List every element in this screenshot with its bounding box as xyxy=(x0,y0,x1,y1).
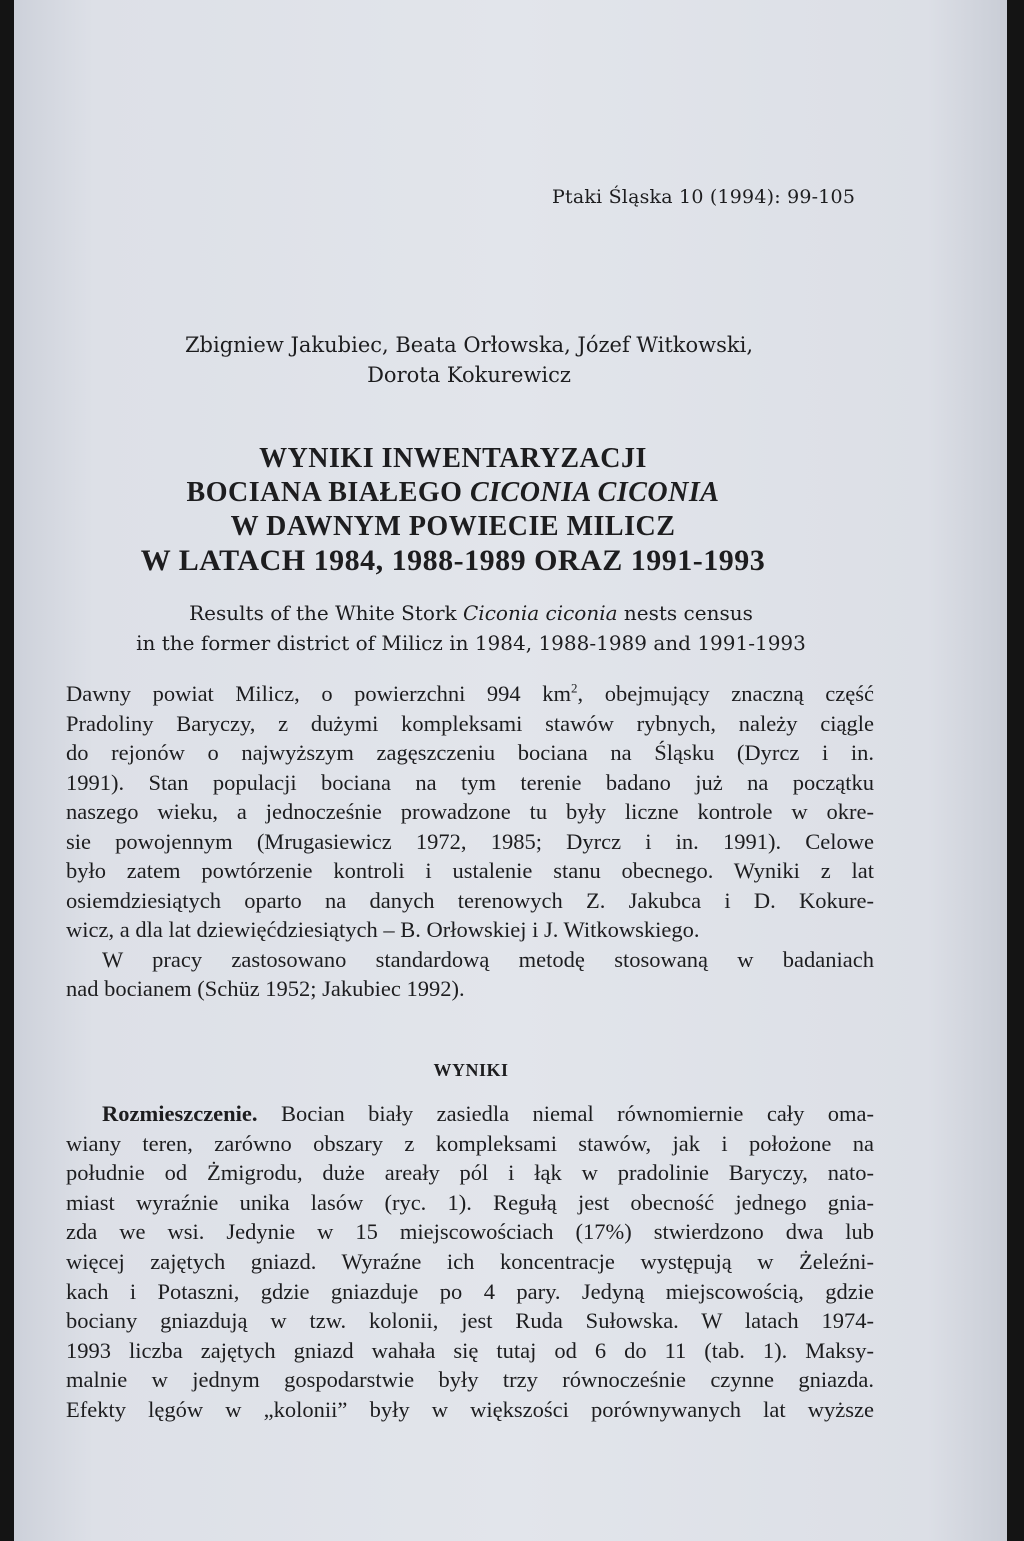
author-line: Dorota Kokurewicz xyxy=(367,363,571,387)
text-fragment: Dawny powiat Milicz, o powierzchni 994 km xyxy=(66,681,572,706)
subtitle-text: nests census xyxy=(617,601,753,625)
text-line: sie powojennym (Mrugasiewicz 1972, 1985; Dyrcz i in. 1991). Celowe xyxy=(66,828,874,854)
text-line: zda we wsi. Jedynie w 15 miejscowościach (17%) stwierdzono dwa lub xyxy=(66,1219,874,1245)
results-paragraph xyxy=(66,1099,874,1425)
subtitle-line: in the former district of Milicz in 1984, 1988-1989 and 1991-1993 xyxy=(136,631,806,655)
title-line: W LATACH 1984, 1988-1989 ORAZ 1991-1993 xyxy=(140,544,766,577)
text-line: bociany gniazdują w tzw. kolonii, jest Ruda Sułowska. W latach 1974- xyxy=(66,1308,874,1334)
title-line xyxy=(14,476,892,510)
author-list xyxy=(14,330,924,390)
subtitle-text: Results of the White Stork xyxy=(189,601,463,625)
text-line: południe od Żmigrodu, duże areały pól i łąk w pradolinie Baryczy, nato- xyxy=(66,1160,874,1186)
text-line: więcej zajętych gniazd. Wyraźne ich koncentracje występują w Żeleźni- xyxy=(66,1248,874,1274)
title-text: BOCIANA BIAŁEGO xyxy=(186,477,470,508)
text-line: naszego wieku, a jednocześnie prowadzone tu były liczne kontrole w okre- xyxy=(66,799,874,824)
text-line: W pracy zastosowano standardową metodę stosowaną w badaniach xyxy=(102,946,874,972)
text-line: kach i Potaszni, gdzie gniazduje po 4 pary. Jedyną miejscowością, gdzie xyxy=(66,1278,874,1304)
title-species-name: CICONIA CICONIA xyxy=(469,477,720,508)
runin-heading: Rozmieszczenie. xyxy=(102,1101,258,1126)
author-line: Zbigniew Jakubiec, Beata Orłowska, Józef Witkowski, xyxy=(184,333,754,357)
text-line: Efekty lęgów w „kolonii” były w większości porównywanych lat wyższe xyxy=(66,1396,874,1422)
text-line: 1993 liczba zajętych gniazd wahała się tutaj od 6 do 11 (tab. 1). Maksy- xyxy=(66,1337,874,1363)
text-line: wiany teren, zarówno obszary z kompleksami stawów, jak i położone na xyxy=(66,1130,874,1156)
text-fragment: , obejmujący znaczną część xyxy=(577,681,874,706)
text-line: do rejonów o najwyższym zagęszczeniu bociana na Śląsku (Dyrcz i in. xyxy=(66,740,874,765)
text-line xyxy=(66,1099,874,1129)
page-sheet xyxy=(14,0,1007,1541)
text-line: było zatem powtórzenie kontroli i ustalenie stanu obecnego. Wyniki z lat xyxy=(66,858,874,883)
title-line: WYNIKI INWENTARYZACJI xyxy=(259,443,647,474)
superscript: 2 xyxy=(571,680,578,696)
text-line: nad bocianem (Schüz 1952; Jakubiec 1992). xyxy=(66,976,465,1001)
section-heading: WYNIKI xyxy=(433,1060,509,1080)
subtitle-species-name: Ciconia ciconia xyxy=(463,601,618,625)
intro-paragraphs xyxy=(66,679,874,1004)
journal-reference: Ptaki Śląska 10 (1994): 99-105 xyxy=(552,186,856,208)
text-fragment: Bocian biały zasiedla niemal równomiernie cały oma- xyxy=(257,1101,874,1126)
text-line: miast wyraźnie unika lasów (ryc. 1). Regułą jest obecność jednego gnia- xyxy=(66,1189,874,1215)
title-line: W DAWNYM POWIECIE MILICZ xyxy=(230,511,676,542)
english-subtitle xyxy=(14,598,928,658)
text-line: 1991). Stan populacji bociana na tym terenie badano już na początku xyxy=(66,769,874,795)
text-line: wicz, a dla lat dziewięćdziesiątych – B. Orłowskiej i J. Witkowskiego. xyxy=(66,917,700,942)
text-line: osiemdziesiątych oparto na danych terenowych Z. Jakubca i D. Kokure- xyxy=(66,887,874,913)
text-line xyxy=(66,679,874,709)
article-title xyxy=(14,442,892,578)
text-line: Pradoliny Baryczy, z dużymi kompleksami stawów rybnych, należy ciągle xyxy=(66,710,874,736)
text-line: malnie w jednym gospodarstwie były trzy równocześnie czynne gniazda. xyxy=(66,1367,874,1393)
subtitle-line xyxy=(14,598,928,628)
